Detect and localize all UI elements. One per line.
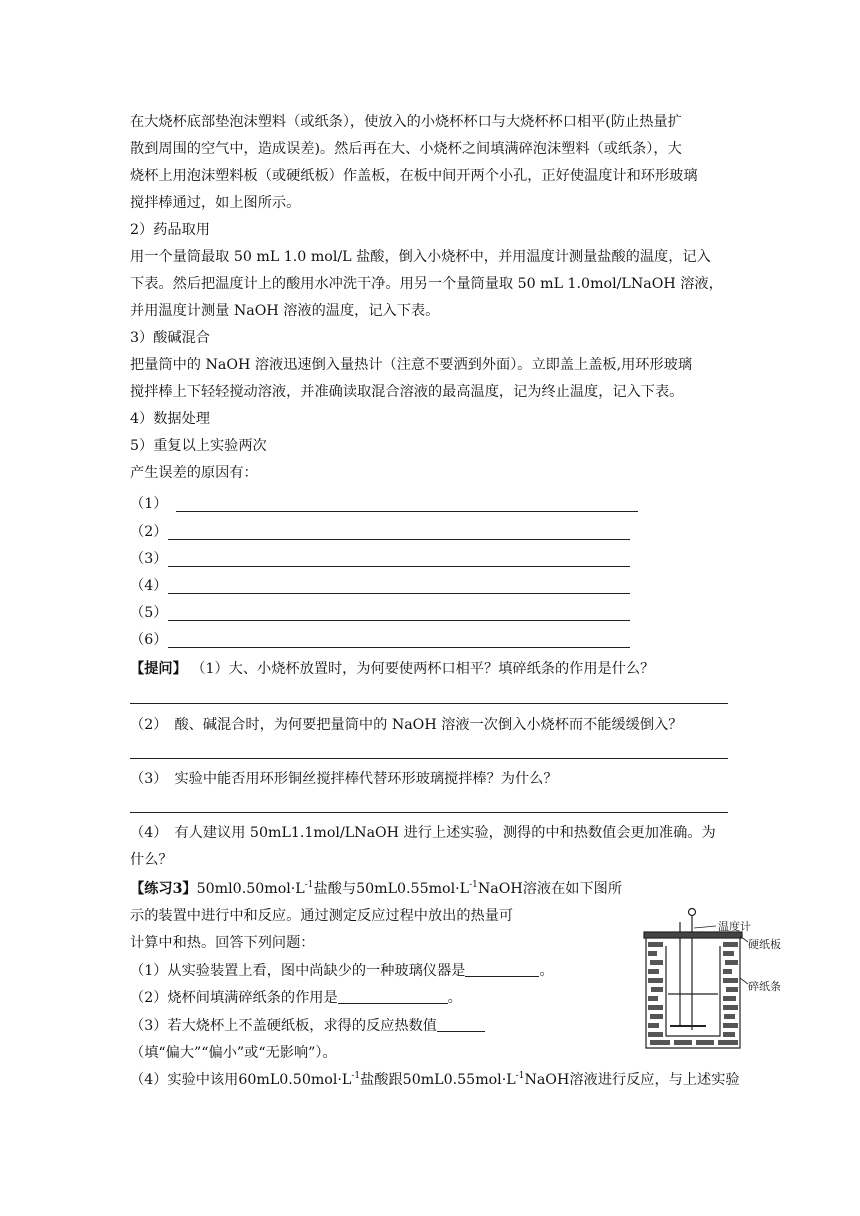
step5-title: 5）重复以上实验两次 bbox=[130, 438, 267, 454]
answer-rule-q2[interactable] bbox=[130, 758, 728, 759]
error-item-6: （6） bbox=[130, 632, 168, 648]
step2-title: 2）药品取用 bbox=[130, 222, 210, 238]
exercise-q1 bbox=[130, 961, 554, 981]
exercise-intro-part-c: NaOH溶液在如下图所 bbox=[477, 881, 623, 897]
exercise-intro-line-3: 计算中和热。回答下列问题： bbox=[130, 935, 315, 951]
step3-line-2: 搅拌棒上下轻轻搅动溶液，并准确读取混合溶液的最高温度，记为终止温度，记入下表。 bbox=[130, 384, 684, 400]
exercise-q2-blank[interactable] bbox=[338, 989, 448, 1004]
setup-line-1: 在大烧杯底部垫泡沫塑料（或纸条），使放入的小烧杯杯口与大烧杯杯口相平(防止热量扩 bbox=[130, 114, 682, 130]
exercise-q3-note: （填“偏大”“偏小”或“无影响”）。 bbox=[130, 1045, 337, 1061]
calorimeter-figure bbox=[636, 906, 792, 1058]
exercise-q2 bbox=[130, 988, 462, 1008]
exercise-q1-blank[interactable] bbox=[465, 962, 539, 977]
question-tag: 【提问】 bbox=[130, 661, 187, 677]
answer-blank-2[interactable] bbox=[168, 539, 630, 540]
error-item-3: （3） bbox=[130, 551, 168, 567]
question-1-text: （1）大、小烧杯放置时，为何要使两杯口相平？填碎纸条的作用是什么？ bbox=[191, 661, 655, 677]
step2-line-2: 下表。然后把温度计上的酸用水冲洗干净。用另一个量筒量取 50 mL 1.0mol/LNaOH 溶液， bbox=[130, 276, 723, 292]
answer-blank-1[interactable] bbox=[176, 511, 638, 512]
exercise-q3-blank[interactable] bbox=[437, 1017, 485, 1032]
question-1 bbox=[130, 659, 654, 679]
question-4-line-2: 什么？ bbox=[130, 852, 173, 868]
question-2: （2） 酸、碱混合时，为何要把量筒中的 NaOH 溶液一次倒入小烧杯而不能缓缓倒入？ bbox=[130, 717, 683, 733]
setup-line-4: 搅拌棒通过，如上图所示。 bbox=[130, 195, 301, 211]
answer-blank-5[interactable] bbox=[168, 620, 630, 621]
exercise-q4-part-b: 盐酸跟50mL0.55mol·L bbox=[360, 1072, 516, 1088]
setup-line-2: 散到周围的空气中，造成误差)。然后再在大、小烧杯之间填满碎泡沫塑料（或纸条），大 bbox=[130, 141, 682, 157]
exercise-tag: 【练习3】 bbox=[130, 881, 197, 897]
exercise-q4-part-a: （4）实验中该用60mL0.50mol·L bbox=[130, 1072, 352, 1088]
step3-title: 3）酸碱混合 bbox=[130, 330, 210, 346]
answer-blank-6[interactable] bbox=[168, 647, 630, 648]
setup-line-3: 烧杯上用泡沫塑料板（或硬纸板）作盖板，在板中间开两个小孔，正好使温度计和环形玻璃 bbox=[130, 168, 698, 184]
exercise-q2-end: 。 bbox=[447, 990, 462, 1006]
error-item-1: （1） bbox=[130, 496, 168, 512]
label-thermometer: 温度计 bbox=[718, 920, 751, 933]
answer-blank-4[interactable] bbox=[168, 593, 630, 594]
answer-rule-q1[interactable] bbox=[130, 703, 728, 704]
exercise-q3-text: （3）若大烧杯上不盖硬纸板，求得的反应热数值 bbox=[130, 1018, 437, 1034]
superscript: -1 bbox=[515, 1071, 525, 1081]
step2-line-3: 并用温度计测量 NaOH 溶液的温度，记入下表。 bbox=[130, 303, 440, 319]
exercise-intro-part-a: 50ml0.50mol·L bbox=[196, 881, 305, 897]
superscript: -1 bbox=[351, 1071, 361, 1081]
errors-title: 产生误差的原因有： bbox=[130, 465, 258, 481]
error-item-2: （2） bbox=[130, 524, 168, 540]
thermometer-bulb-top bbox=[689, 909, 696, 916]
exercise-q2-text: （2）烧杯间填满碎纸条的作用是 bbox=[130, 990, 338, 1006]
exercise-intro-line-2: 示的装置中进行中和反应。通过测定反应过程中放出的热量可 bbox=[130, 908, 514, 924]
error-item-4: （4） bbox=[130, 578, 168, 594]
inner-beaker bbox=[666, 946, 720, 1036]
label-paper-strips: 碎纸条 bbox=[748, 980, 781, 993]
exercise-q4-part-c: NaOH溶液进行反应，与上述实验 bbox=[524, 1072, 740, 1088]
superscript: -1 bbox=[304, 880, 314, 890]
exercise-q4 bbox=[130, 1070, 740, 1090]
step3-line-1: 把量筒中的 NaOH 溶液迅速倒入量热计（注意不要洒到外面）。立即盖上盖板,用环形玻璃 bbox=[130, 357, 693, 373]
answer-blank-3[interactable] bbox=[168, 566, 630, 567]
answer-rule-q3[interactable] bbox=[130, 812, 728, 813]
step4-title: 4）数据处理 bbox=[130, 411, 210, 427]
exercise-intro-part-b: 盐酸与50mL0.55mol·L bbox=[313, 881, 470, 897]
error-item-5: （5） bbox=[130, 605, 168, 621]
question-3: （3） 实验中能否用环形铜丝搅拌棒代替环形玻璃搅拌棒？为什么？ bbox=[130, 771, 558, 787]
exercise-q1-end: 。 bbox=[539, 963, 554, 979]
question-4-line-1: （4） 有人建议用 50mL1.1mol/LNaOH 进行上述实验，测得的中和热数值会更加准确。为 bbox=[130, 825, 716, 841]
superscript: -1 bbox=[469, 880, 478, 890]
exercise-q3 bbox=[130, 1016, 485, 1036]
exercise-q1-text: （1）从实验装置上看，图中尚缺少的一种玻璃仪器是 bbox=[130, 963, 466, 979]
step2-line-1: 用一个量筒最取 50 mL 1.0 mol/L 盐酸，倒入小烧杯中，并用温度计测量盐酸的温度，记入 bbox=[130, 249, 711, 265]
label-cardboard: 硬纸板 bbox=[748, 938, 781, 951]
exercise-intro-line-1 bbox=[130, 879, 622, 899]
